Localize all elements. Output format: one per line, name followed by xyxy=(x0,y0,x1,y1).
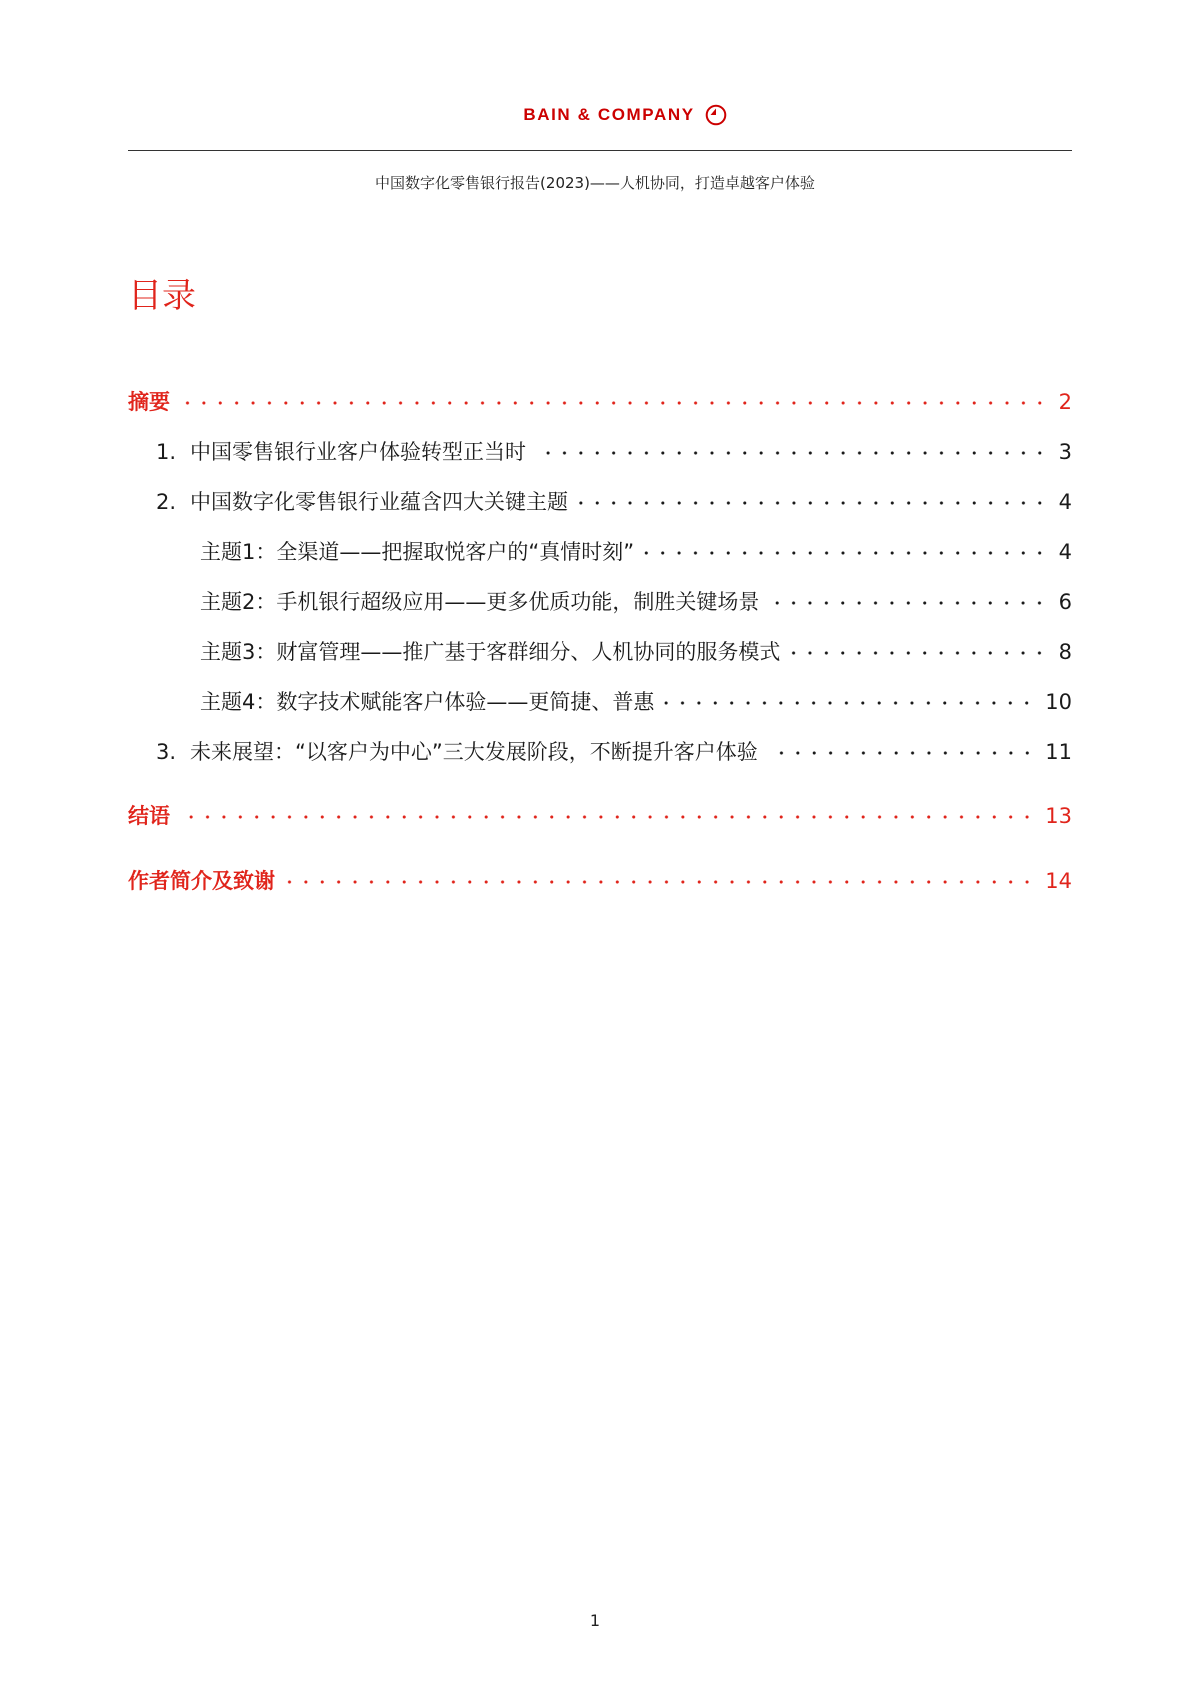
toc-entry-page: 10 xyxy=(1045,690,1072,714)
toc-entry-label: 主题1：全渠道——把握取悦客户的“真情时刻” xyxy=(200,540,635,564)
toc-entry-label: 结语 xyxy=(128,804,170,828)
toc-entry-authors[interactable] xyxy=(128,865,1072,895)
dot-leader xyxy=(664,701,1035,705)
dot-leader xyxy=(769,601,1048,605)
header-divider xyxy=(128,150,1072,151)
toc-entry-page: 8 xyxy=(1058,640,1072,664)
toc-entry-abstract[interactable] xyxy=(128,386,1072,416)
dot-leader xyxy=(790,651,1048,655)
bain-circle-logo-icon xyxy=(705,104,727,126)
toc-entry-label: 主题4：数字技术赋能客户体验——更简捷、普惠 xyxy=(200,690,655,714)
toc-entry-page: 14 xyxy=(1045,869,1072,893)
toc-entry-label: 主题2：手机银行超级应用——更多优质功能，制胜关键场景 xyxy=(200,590,760,614)
toc-entry-section-2[interactable] xyxy=(128,486,1072,516)
toc-entry-page: 13 xyxy=(1045,804,1072,828)
toc-entry-page: 4 xyxy=(1058,540,1072,564)
toc-entry-label: 未来展望：“以客户为中心”三大发展阶段，不断提升客户体验 xyxy=(190,740,758,764)
toc-entry-page: 3 xyxy=(1058,440,1072,464)
dot-leader xyxy=(578,501,1048,505)
dot-leader xyxy=(180,401,1048,405)
page-number: 1 xyxy=(589,1611,601,1630)
dot-leader xyxy=(285,880,1035,884)
dot-leader xyxy=(180,815,1035,819)
toc-entry-number: 1. xyxy=(156,440,177,464)
toc-entry-label: 作者简介及致谢 xyxy=(128,869,275,893)
dot-leader xyxy=(536,451,1048,455)
dot-leader xyxy=(768,751,1036,755)
toc-entry-label: 中国数字化零售银行业蕴含四大关键主题 xyxy=(190,490,568,514)
toc-entry-theme-3[interactable] xyxy=(128,636,1072,666)
toc-entry-section-1[interactable] xyxy=(128,436,1072,466)
toc-entry-label: 中国零售银行业客户体验转型正当时 xyxy=(190,440,526,464)
report-title: 中国数字化零售银行报告(2023)——人机协同，打造卓越客户体验 xyxy=(375,174,815,192)
toc-entry-theme-4[interactable] xyxy=(128,686,1072,716)
brand-name: BAIN & COMPANY xyxy=(523,105,695,124)
dot-leader xyxy=(644,551,1048,555)
toc-entry-conclusion[interactable] xyxy=(128,800,1072,830)
toc-entry-page: 6 xyxy=(1058,590,1072,614)
toc-entry-section-3[interactable] xyxy=(128,736,1072,766)
toc-entry-theme-1[interactable] xyxy=(128,536,1072,566)
toc-entry-label: 主题3：财富管理——推广基于客群细分、人机协同的服务模式 xyxy=(200,640,781,664)
toc-entry-number: 2. xyxy=(156,490,177,514)
toc-entry-theme-2[interactable] xyxy=(128,586,1072,616)
toc-heading: 目录 xyxy=(128,276,196,316)
toc-entry-page: 2 xyxy=(1058,390,1072,414)
toc-entry-label: 摘要 xyxy=(128,390,170,414)
toc-entry-page: 4 xyxy=(1058,490,1072,514)
toc-entry-page: 11 xyxy=(1045,740,1072,764)
brand-logo xyxy=(0,104,1190,126)
toc-entry-number: 3. xyxy=(156,740,177,764)
